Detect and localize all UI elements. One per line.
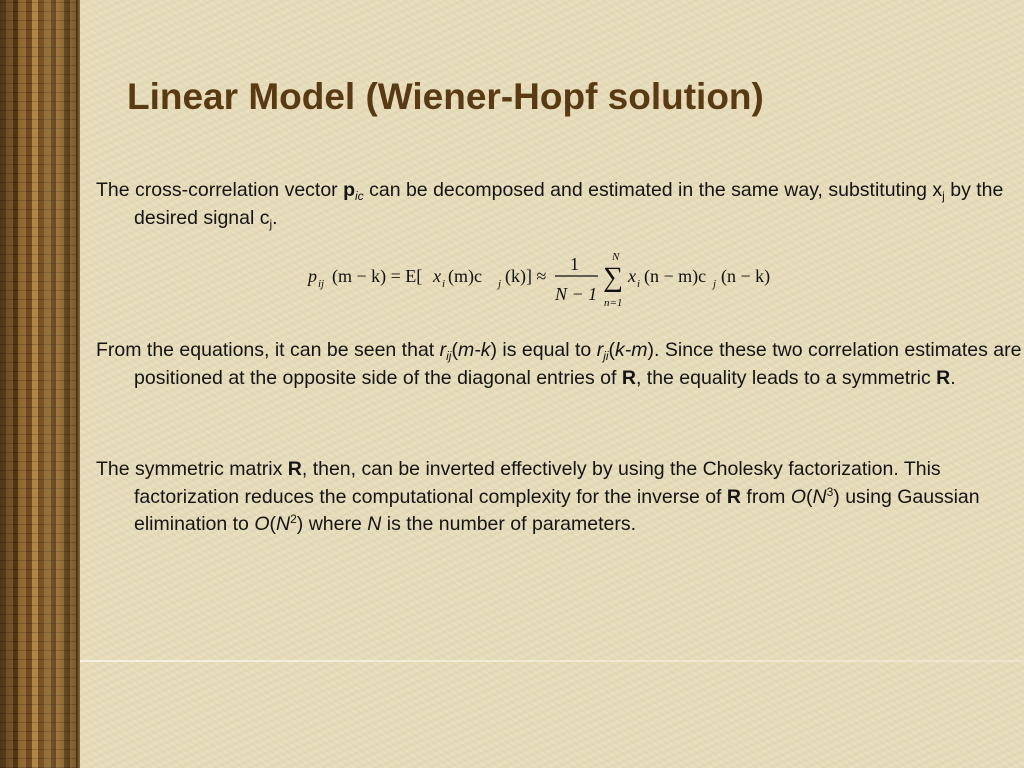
paragraph-symmetry: From the equations, it can be seen that $r_{ij}(m-k)$ is equal to $r_{ji}(k-m)$. Since these two correlation estimates are positioned at the opposite side of the diagonal entries of R, the equality leads to a symmetric R. <box>96 339 1022 389</box>
eq-lhs-rest: (m − k) = E[ <box>332 266 423 286</box>
wood-border-edge <box>76 0 80 768</box>
paragraph-cross-correlation: The cross-correlation vector $p_{ic}$ can be decomposed and estimated in the same way, substituting $x_j$ by the desired signal $c_j$. <box>96 179 1004 231</box>
cross-correlation-equation <box>308 250 788 310</box>
eq-mid1: (m)c <box>448 266 482 286</box>
eq-p: p <box>308 266 317 286</box>
eq-x: x <box>433 266 441 286</box>
eq-rhs-x: x <box>628 266 636 286</box>
slide-title: Linear Model (Wiener-Hopf solution) <box>127 76 764 117</box>
eq-c-sub: j <box>498 278 502 290</box>
eq-x-sub: i <box>442 278 446 290</box>
eq-p-sub: ij <box>318 278 325 290</box>
paragraph-cholesky: The symmetric matrix R, then, can be inverted effectively by using the Cholesky factorization. This factorization reduces the computational complexity for the inverse of R from $O(N^3)$ using Gaussian elimination to $O(N^2)$ where N is the number of parameters. <box>96 458 980 535</box>
eq-sum-top: N <box>612 251 620 263</box>
eq-sum-bottom: n=1 <box>604 297 623 309</box>
eq-rhs-end: (n − k) <box>721 266 771 286</box>
eq-frac-den: N − 1 <box>555 284 598 304</box>
eq-frac-num: 1 <box>570 254 579 274</box>
eq-sum-symbol: ∑ <box>603 262 623 293</box>
eq-rhs-x-sub: i <box>637 278 641 290</box>
eq-rhs-mid: (n − m)c <box>644 266 707 286</box>
footer-divider <box>80 660 1024 662</box>
eq-rhs-c-sub: j <box>713 278 717 290</box>
eq-mid2: (k)] ≈ <box>505 266 547 286</box>
wood-border-decoration <box>0 0 76 768</box>
